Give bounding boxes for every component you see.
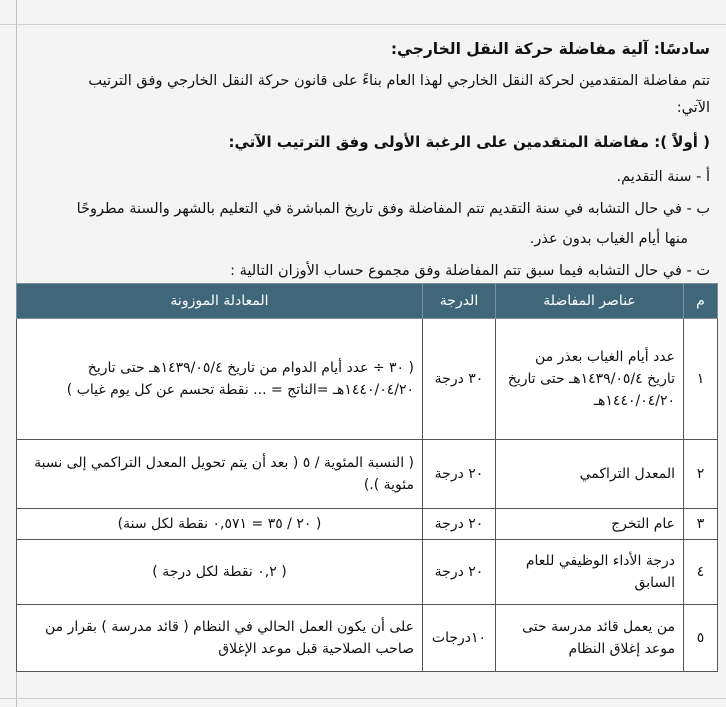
item-b-line-1: ب - في حال التشابه في سنة التقديم تتم المفاضلة وفق تاريخ المباشرة في التعليم بالشهر والسنة مطروحًا	[76, 201, 710, 217]
row-degree: ٢٠ درجة	[423, 440, 496, 509]
table-row	[17, 540, 718, 605]
table-row	[17, 319, 718, 440]
item-c: ت - في حال التشابه فيما سبق تتم المفاضلة وفق مجموع حساب الأوزان التالية :	[230, 263, 710, 279]
row-equation: على أن يكون العمل الحالي في النظام ( قائد مدرسة ) بقرار من صاحب الصلاحية قبل موعد الإغلاق	[17, 605, 423, 672]
row-element: عدد أيام الغياب بعذر من تاريخ ١٤٣٩/٠٥/٤هـ حتى تاريخ ١٤٤٠/٠٤/٢٠هـ	[496, 319, 684, 440]
intro-line-2: الآتي:	[676, 100, 710, 116]
row-equation: ( ٠,٢ نقطة لكل درجة )	[17, 540, 423, 605]
bottom-rule	[0, 698, 726, 699]
row-num: ٥	[684, 605, 718, 672]
row-element: المعدل التراكمي	[496, 440, 684, 509]
row-equation: ( ٣٠ ÷ عدد أيام الدوام من تاريخ ١٤٣٩/٠٥/٤هـ حتى تاريخ ١٤٤٠/٠٤/٢٠هـ =الناتج = ... نقطة تحسم عن كل يوم غياب )	[17, 319, 423, 440]
row-degree: ٢٠ درجة	[423, 509, 496, 540]
row-num: ٢	[684, 440, 718, 509]
item-a: أ - سنة التقديم.	[616, 169, 710, 185]
row-element: عام التخرج	[496, 509, 684, 540]
row-degree: ٢٠ درجة	[423, 540, 496, 605]
table-row	[17, 509, 718, 540]
row-element: درجة الأداء الوظيفي للعام السابق	[496, 540, 684, 605]
row-equation: ( النسبة المئوية / ٥ ( بعد أن يتم تحويل المعدل التراكمي إلى نسبة مئوية ).)	[17, 440, 423, 509]
row-equation: ( ٢٠ / ٣٥ = ٠,٥٧١ نقطة لكل سنة)	[17, 509, 423, 540]
row-element: من يعمل قائد مدرسة حتى موعد إغلاق النظام	[496, 605, 684, 672]
top-rule	[0, 24, 726, 25]
item-b-line-2: منها أيام الغياب بدون عذر.	[529, 231, 688, 247]
subheading: ( أولاً ): مفاضلة المتقدمين على الرغبة الأولى وفق الترتيب الآتي:	[228, 133, 710, 151]
row-degree: ١٠درجات	[423, 605, 496, 672]
table-header-row	[17, 284, 718, 319]
header-element: عناصر المفاضلة	[496, 284, 684, 319]
header-num: م	[684, 284, 718, 319]
row-num: ١	[684, 319, 718, 440]
header-equation: المعادلة الموزونة	[17, 284, 423, 319]
table-row	[17, 440, 718, 509]
header-degree: الدرجة	[423, 284, 496, 319]
row-degree: ٣٠ درجة	[423, 319, 496, 440]
weights-table	[16, 283, 718, 672]
table-row	[17, 605, 718, 672]
section-heading: سادسًا: آلية مفاضلة حركة النقل الخارجي:	[390, 40, 710, 58]
intro-line-1: تتم مفاضلة المتقدمين لحركة النقل الخارجي لهذا العام بناءً على قانون حركة النقل الخارجي وفق الترتيب	[88, 73, 710, 89]
row-num: ٣	[684, 509, 718, 540]
row-num: ٤	[684, 540, 718, 605]
